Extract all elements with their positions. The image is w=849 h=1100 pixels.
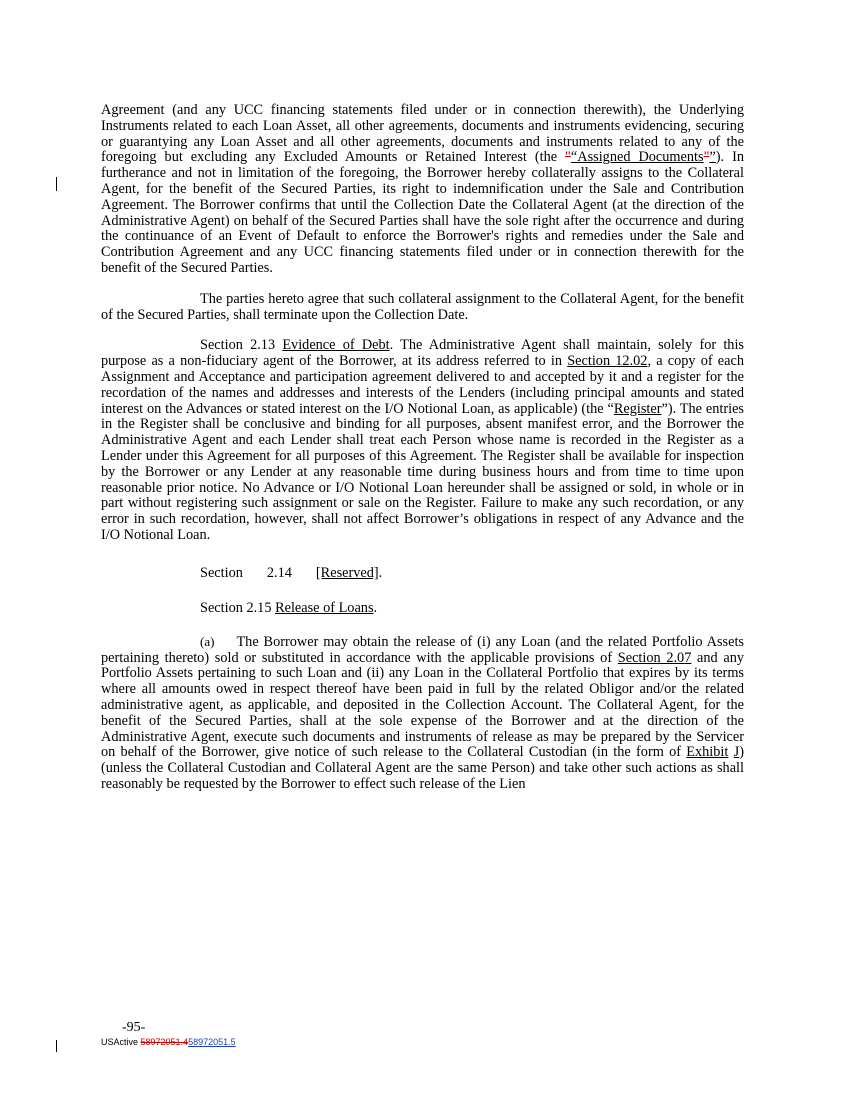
defined-term-register: Register <box>613 400 662 417</box>
section-2-13: Section 2.13 Evidence of Debt. The Administrative Agent shall maintain, solely for this purpose as a non-fiduciary agent of the Borrower, at its address referred to in Section 12.02, a copy of each Assignment and Acceptance and participation agreement delivered to and accepted by it and a register for the recordation of the names and addresses and interests of the Lenders (including principal amounts and stated interest on the Advances or stated interest on the I/O Notional Loan, as applicable) (the “Register”). The entries in the Register shall be conclusive and binding for all purposes, absent manifest error, and the Borrower the Administrative Agent and each Lender shall treat each Person whose name is recorded in the Register as a Lender under this Agreement for all purposes of this Agreement. The Register shall be available for inspection by the Borrower or any Lender at any reasonable time during business hours and from time to time upon reasonable prior notice. No Advance or I/O Notional Loan hereunder shall be assigned or sold, in whole or in part without registering such assignment or sale on the Register. Failure to make any such recordation, or any error in such recordation, however, shall not affect Borrower’s obligations in respect of any Advance and the I/O Notional Loan. <box>101 337 744 543</box>
section-reference: Section 2.07 <box>617 649 692 666</box>
section-2-15: Section 2.15 Release of Loans. <box>200 599 378 616</box>
exhibit-reference: Exhibit <box>686 744 729 761</box>
inserted-document-id: 58972051.5 <box>188 1037 236 1047</box>
deleted-quote: " <box>565 149 571 166</box>
change-bar-footer <box>56 1040 57 1052</box>
paragraph-release-a: (a) The Borrower may obtain the release of (i) any Loan (and the related Portfolio Assets pertaining thereto) sold or substituted in accordance with the applicable provisions of Section 2.07 and any Portfolio Assets pertaining to such Loan and (ii) any Loan in the Collateral Portfolio that expires by its terms where all amounts owed in respect thereof have been paid in full by the related Obligor and/or the related administrative agent, as applicable, and deposited in the Collection Account. The Collateral Agent, for the benefit of the Secured Parties, shall at the sole expense of the Borrower and at the direction of the Administrative Agent, execute such documents and instruments of release as may be prepared by the Servicer on behalf of the Borrower, give notice of such release to the Collateral Custodian (in the form of Exhibit J) (unless the Collateral Custodian and Collateral Agent are the same Person) and take other such actions as shall reasonably be requested by the Borrower to effect such release of the Lien <box>101 633 744 792</box>
defined-term-assigned-documents: Assigned Documents <box>577 149 704 166</box>
deleted-quote: " <box>703 149 710 166</box>
section-heading-release-of-loans: Release of Loans <box>275 599 374 616</box>
deleted-document-id: 58972051.4 <box>140 1037 189 1047</box>
page-number: -95- <box>122 1020 146 1035</box>
section-reference: Section 12.02 <box>567 353 648 370</box>
inserted-quote: ” <box>709 149 716 166</box>
section-heading-evidence-of-debt: Evidence of Debt <box>282 337 390 354</box>
exhibit-letter: J <box>733 744 740 761</box>
paragraph-collateral-assignment: The parties hereto agree that such collateral assignment to the Collateral Agent, for the benefit of the Secured Parties, shall terminate upon the Collection Date. <box>101 290 744 323</box>
section-2-14: Section 2.14 [Reserved]. <box>200 564 383 581</box>
clause-label: (a) <box>200 633 215 649</box>
document-id: USActive 58972051.458972051.5 <box>101 1037 236 1047</box>
section-heading-reserved: [Reserved] <box>315 564 379 581</box>
change-bar-top <box>56 177 57 191</box>
inserted-quote: “ <box>570 149 578 166</box>
document-page <box>101 103 744 793</box>
paragraph-assigned-documents: Agreement (and any UCC financing statements filed under or in connection therewith), the Underlying Instruments related to each Loan Asset, all other agreements, documents and instruments evidencing, securing or guarantying any Loan Asset and all other agreements, documents and instruments related to any of the foregoing but excluding any Excluded Amounts or Retained Interest (the "“Assigned Documents"”). In furtherance and not in limitation of the foregoing, the Borrower hereby collaterally assigns to the Collateral Agent, for the benefit of the Secured Parties, its right to indemnification under the Sale and Contribution Agreement. The Borrower confirms that until the Collection Date the Collateral Agent (at the direction of the Administrative Agent) on behalf of the Secured Parties shall have the sole right after the occurrence and during the continuance of an Event of Default to enforce the Borrower's rights and remedies under the Sale and Contribution Agreement and any UCC financing statements filed under or in connection therewith for the benefit of the Secured Parties. <box>101 102 744 276</box>
